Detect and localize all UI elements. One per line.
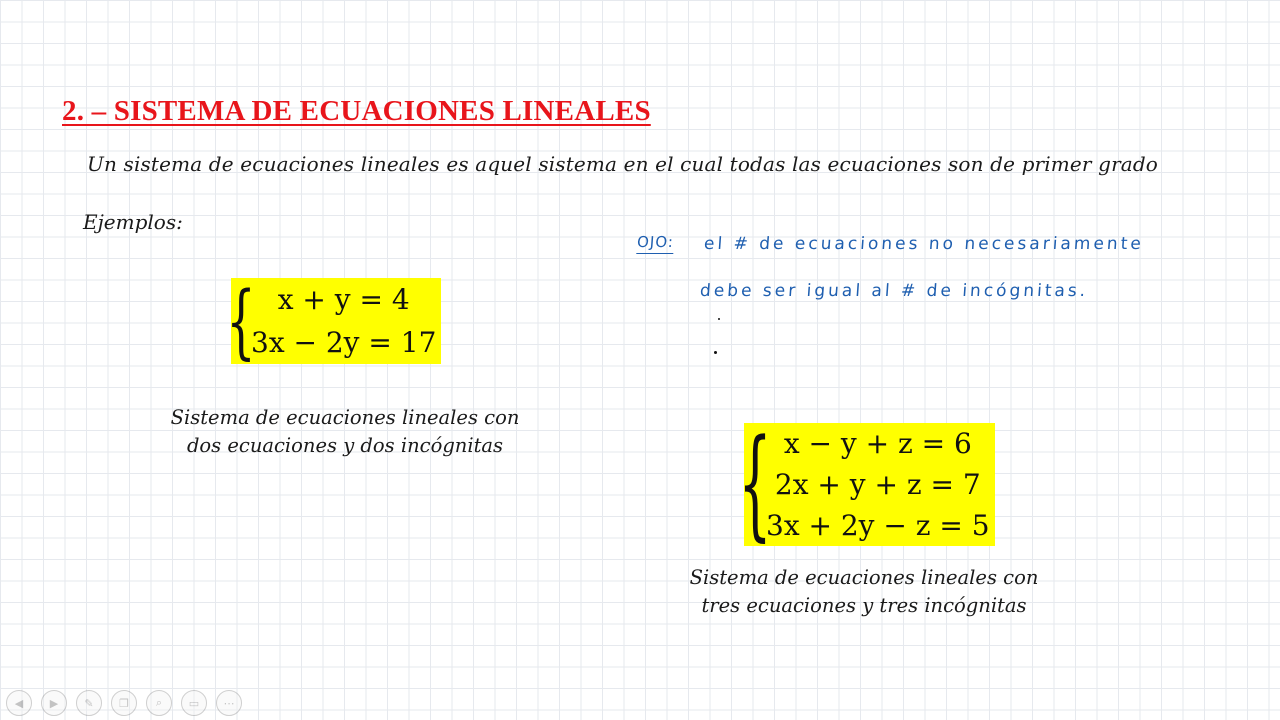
note-line: debe ser igual al # de incógnitas. <box>699 281 1089 301</box>
play-icon[interactable]: ▶ <box>41 690 67 716</box>
caption-line: Sistema de ecuaciones lineales con <box>689 566 1039 589</box>
note-line: el # de ecuaciones no necesariamente <box>703 234 1145 254</box>
caption-line: Sistema de ecuaciones lineales con <box>170 406 520 429</box>
equation-line: 3x + 2y − z = 5 <box>766 508 990 542</box>
back-icon[interactable]: ◀ <box>6 690 32 716</box>
copy-icon[interactable]: ❐ <box>111 690 137 716</box>
equation-line: x + y = 4 <box>277 282 410 316</box>
more-icon[interactable]: ⋯ <box>216 690 242 716</box>
examples-label: Ejemplos: <box>83 210 183 234</box>
slide-title: 2. – SISTEMA DE ECUACIONES LINEALES <box>62 95 651 127</box>
zoom-icon[interactable]: ⌕ <box>146 690 172 716</box>
equation-system-2x2 <box>226 273 441 369</box>
note-label: OJO: <box>636 233 674 254</box>
ink-dot <box>718 318 720 320</box>
equation-line: x − y + z = 6 <box>783 426 972 460</box>
ink-dot <box>714 351 717 354</box>
equation-line: 3x − 2y = 17 <box>251 325 437 359</box>
example1-caption <box>145 404 545 460</box>
caption-line: tres ecuaciones y tres incógnitas <box>701 594 1027 617</box>
equation-system-3x3 <box>738 415 995 554</box>
left-brace: { <box>226 273 256 369</box>
example2-caption <box>664 564 1064 620</box>
definition-text: Un sistema de ecuaciones lineales es aquel sistema en el cual todas las ecuaciones son de primer grado <box>87 152 1158 176</box>
caption-line: dos ecuaciones y dos incógnitas <box>186 434 504 457</box>
left-brace: { <box>738 415 772 554</box>
screen-icon[interactable]: ▭ <box>181 690 207 716</box>
pen-icon[interactable]: ✎ <box>76 690 102 716</box>
equation-line: 2x + y + z = 7 <box>774 467 981 501</box>
presentation-toolbar <box>6 690 242 716</box>
